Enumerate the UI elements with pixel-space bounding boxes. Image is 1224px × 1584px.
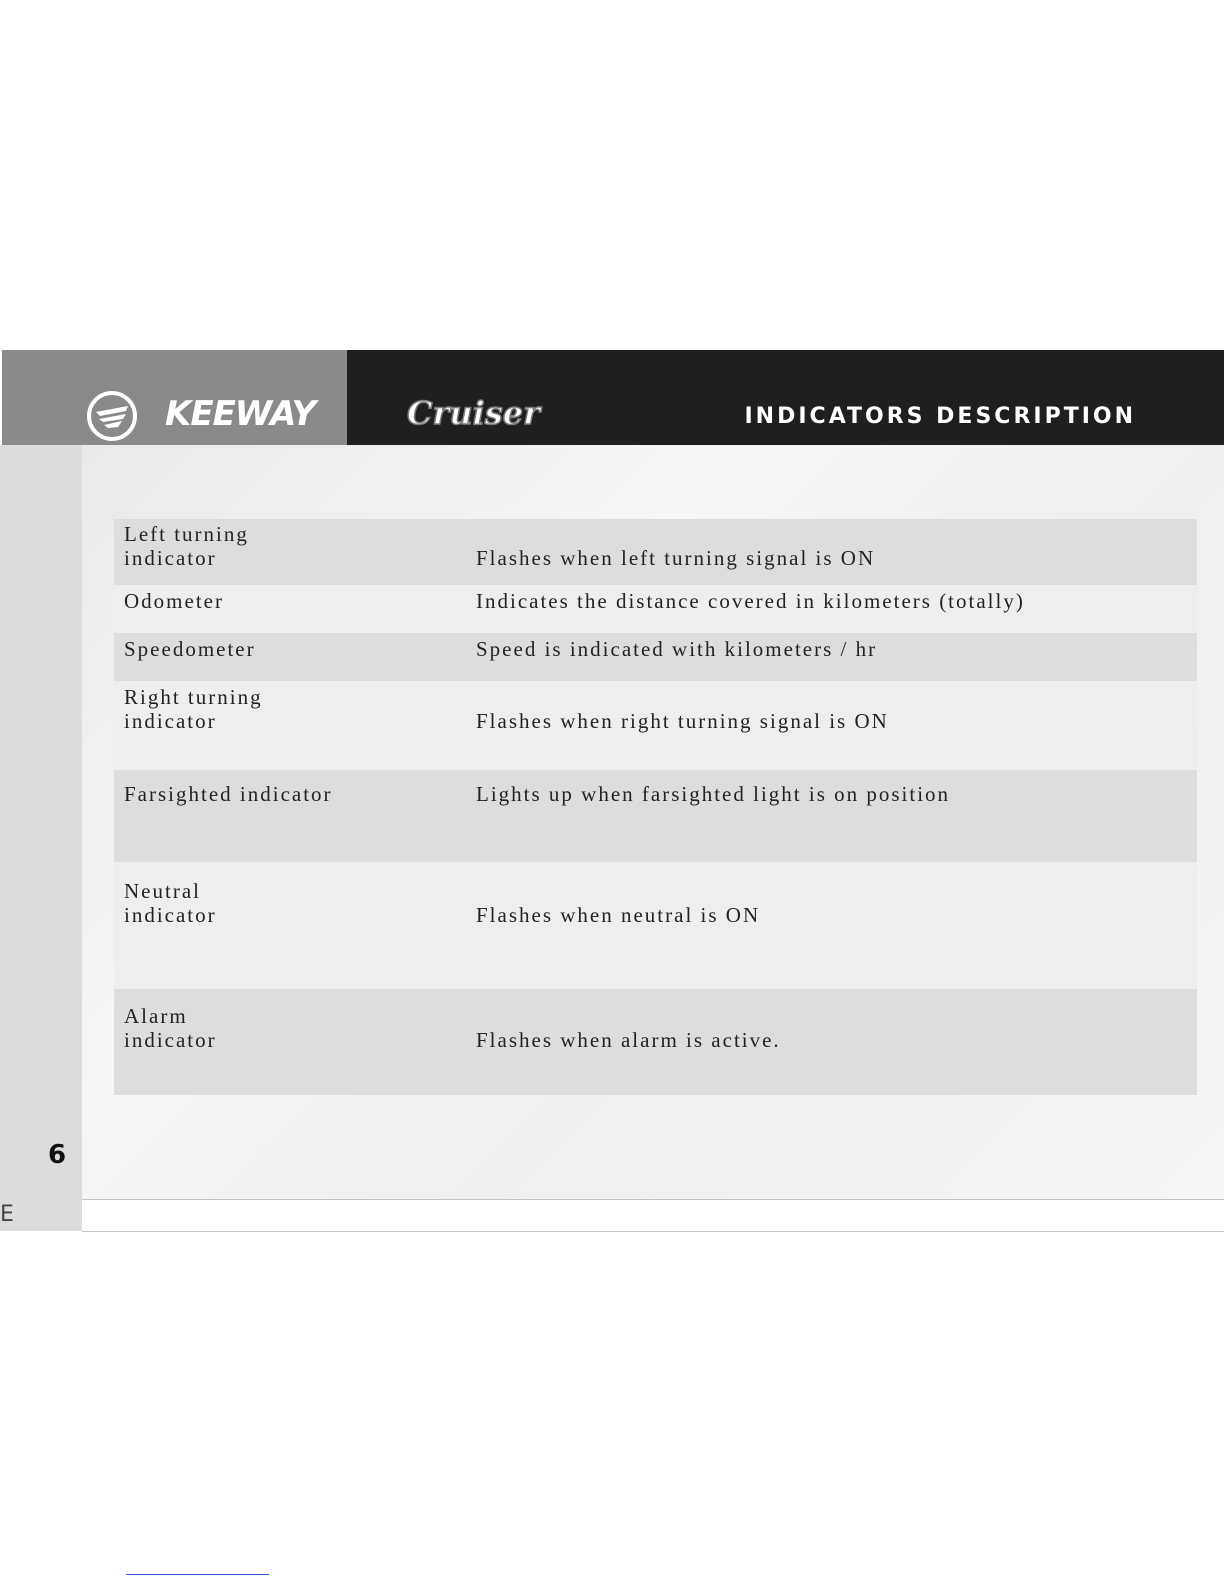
indicator-description: Flashes when neutral is ON bbox=[476, 903, 761, 927]
table-row bbox=[114, 681, 1197, 770]
indicator-name: Left turning indicator bbox=[124, 522, 249, 570]
indicator-description: Flashes when right turning signal is ON bbox=[476, 709, 889, 733]
indicator-description: Lights up when farsighted light is on position bbox=[476, 782, 951, 806]
page-header bbox=[2, 350, 1224, 445]
indicator-name: Alarm indicator bbox=[124, 1004, 217, 1052]
footer-rule-bottom bbox=[82, 1231, 1224, 1232]
model-logo: Cruiser bbox=[407, 394, 540, 432]
page-number: 6 bbox=[48, 1140, 67, 1170]
section-title: INDICATORS DESCRIPTION bbox=[744, 404, 1136, 429]
brand-name: KEEWAY bbox=[165, 394, 316, 434]
language-marker: E bbox=[0, 1202, 14, 1227]
indicator-description: Flashes when left turning signal is ON bbox=[476, 546, 876, 570]
indicator-name: Neutral indicator bbox=[124, 879, 217, 927]
footer-link-underline[interactable] bbox=[126, 1574, 269, 1575]
indicator-name: Farsighted indicator bbox=[124, 782, 333, 806]
brand-panel bbox=[2, 350, 347, 445]
table-row bbox=[114, 519, 1197, 585]
footer-rule-top bbox=[82, 1199, 1224, 1200]
indicator-description: Indicates the distance covered in kilometers (totally) bbox=[476, 589, 1025, 613]
table-row bbox=[114, 770, 1197, 862]
table-row bbox=[114, 989, 1197, 1095]
indicator-name: Right turning indicator bbox=[124, 685, 263, 733]
indicator-name: Odometer bbox=[124, 589, 224, 613]
indicator-description: Speed is indicated with kilometers / hr bbox=[476, 637, 878, 661]
side-strip bbox=[0, 445, 82, 1231]
table-row bbox=[114, 633, 1197, 681]
indicator-name: Speedometer bbox=[124, 637, 256, 661]
table-row bbox=[114, 585, 1197, 633]
indicator-description: Flashes when alarm is active. bbox=[476, 1028, 781, 1052]
keeway-wing-logo-icon bbox=[86, 390, 138, 442]
table-row bbox=[114, 862, 1197, 989]
title-panel bbox=[347, 350, 1224, 445]
indicators-table bbox=[114, 519, 1197, 1095]
